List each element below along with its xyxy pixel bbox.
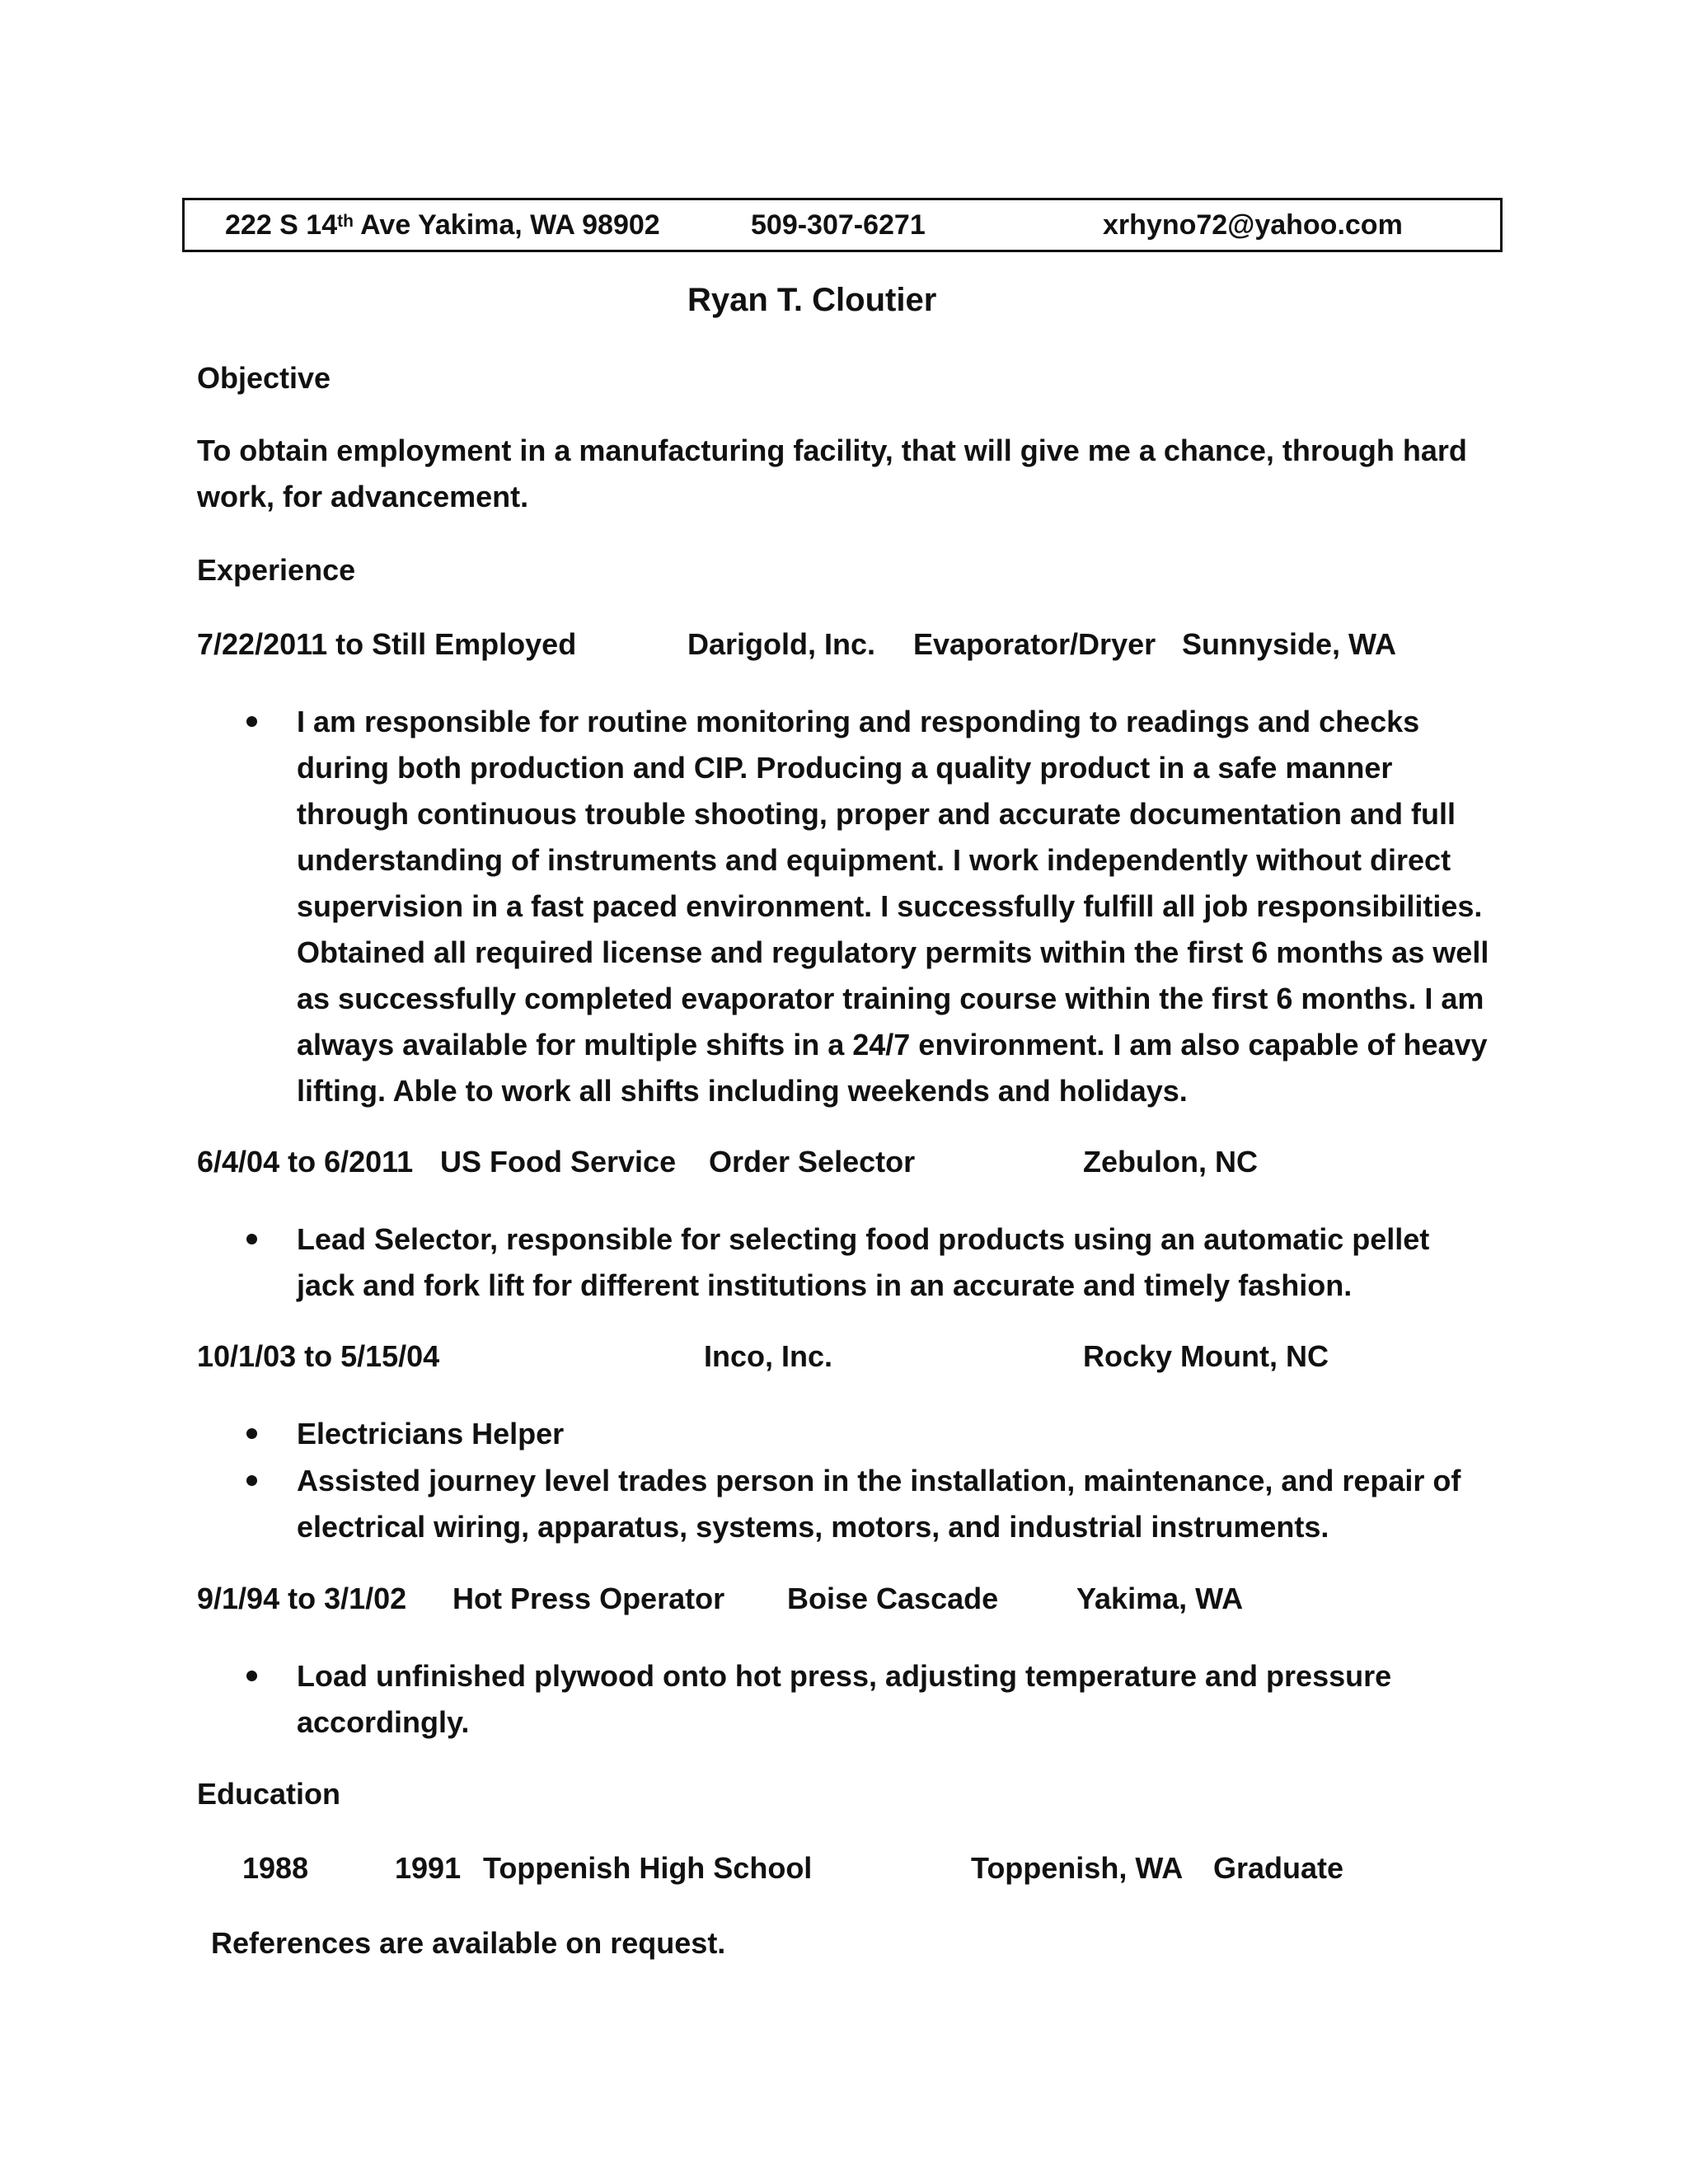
experience-heading: Experience	[197, 553, 356, 587]
job-2-company: US Food Service	[440, 1145, 677, 1179]
education-start-year: 1988	[242, 1851, 309, 1885]
education-location: Toppenish, WA	[971, 1851, 1184, 1885]
job-3-dates: 10/1/03 to 5/15/04	[197, 1339, 440, 1373]
contact-box	[182, 198, 1503, 252]
resume-name: Ryan T. Cloutier	[687, 282, 937, 318]
bullet-icon	[246, 1671, 257, 1681]
job-4-title: Hot Press Operator	[452, 1582, 725, 1615]
bullet-icon	[246, 1475, 257, 1486]
contact-email: xrhyno72@yahoo.com	[1103, 209, 1403, 241]
job-2-location: Zebulon, NC	[1083, 1145, 1258, 1179]
job-1-title: Evaporator/Dryer	[913, 627, 1156, 661]
education-school: Toppenish High School	[483, 1851, 813, 1885]
job-1-dates: 7/22/2011 to Still Employed	[197, 627, 577, 661]
job-3-bullet-2: Assisted journey level trades person in the installation, maintenance, and repair of electrical wiring, apparatus, systems, motors, and industrial instruments.	[297, 1464, 1461, 1544]
address-suffix: Ave Yakima, WA 98902	[353, 209, 660, 241]
contact-phone: 509-307-6271	[751, 209, 926, 241]
objective-heading: Objective	[197, 361, 331, 395]
address-superscript: th	[337, 212, 354, 231]
references-note: References are available on request.	[211, 1926, 726, 1960]
bullet-icon	[246, 1428, 257, 1439]
job-4-dates: 9/1/94 to 3/1/02	[197, 1582, 407, 1615]
education-end-year: 1991	[395, 1851, 462, 1885]
education-heading: Education	[197, 1777, 341, 1811]
job-1-company: Darigold, Inc.	[687, 627, 876, 661]
job-4-location: Yakima, WA	[1076, 1582, 1244, 1615]
job-1-location: Sunnyside, WA	[1182, 627, 1397, 661]
job-2-bullet-1: Lead Selector, responsible for selecting food products using an automatic pellet jack and fork lift for different institutions in an accurate and timely fashion.	[297, 1222, 1430, 1302]
education-status: Graduate	[1213, 1851, 1344, 1885]
objective-text: To obtain employment in a manufacturing facility, that will give me a chance, through hard work, for advancement.	[197, 434, 1467, 513]
job-3-location: Rocky Mount, NC	[1083, 1339, 1329, 1373]
bullet-icon	[246, 716, 257, 727]
bullet-icon	[246, 1234, 257, 1244]
address-prefix: 222 S 14	[225, 209, 338, 241]
job-2-dates: 6/4/04 to 6/2011	[197, 1145, 414, 1179]
job-4-company: Boise Cascade	[787, 1582, 999, 1615]
job-3-bullet-1: Electricians Helper	[297, 1417, 565, 1451]
job-4-bullet-1: Load unfinished plywood onto hot press, adjusting temperature and pressure accordingly.	[297, 1659, 1392, 1739]
job-1-bullet-1: I am responsible for routine monitoring and responding to readings and checks during both production and CIP. Producing a quality product in a safe manner through continuous trouble shooting, proper and accurate documentation and full understanding of instruments and equipment. I work independently without direct supervision in a fast paced environment. I successfully fulfill all job responsibilities. Obtained all required license and regulatory permits within the first 6 months as well as successfully completed evaporator training course within the first 6 months. I am always available for multiple shifts in a 24/7 environment. I am also capable of heavy lifting. Able to work all shifts including weekends and holidays.	[297, 705, 1489, 1108]
job-2-title: Order Selector	[709, 1145, 916, 1179]
job-3-company: Inco, Inc.	[704, 1339, 833, 1373]
contact-address	[225, 207, 660, 243]
